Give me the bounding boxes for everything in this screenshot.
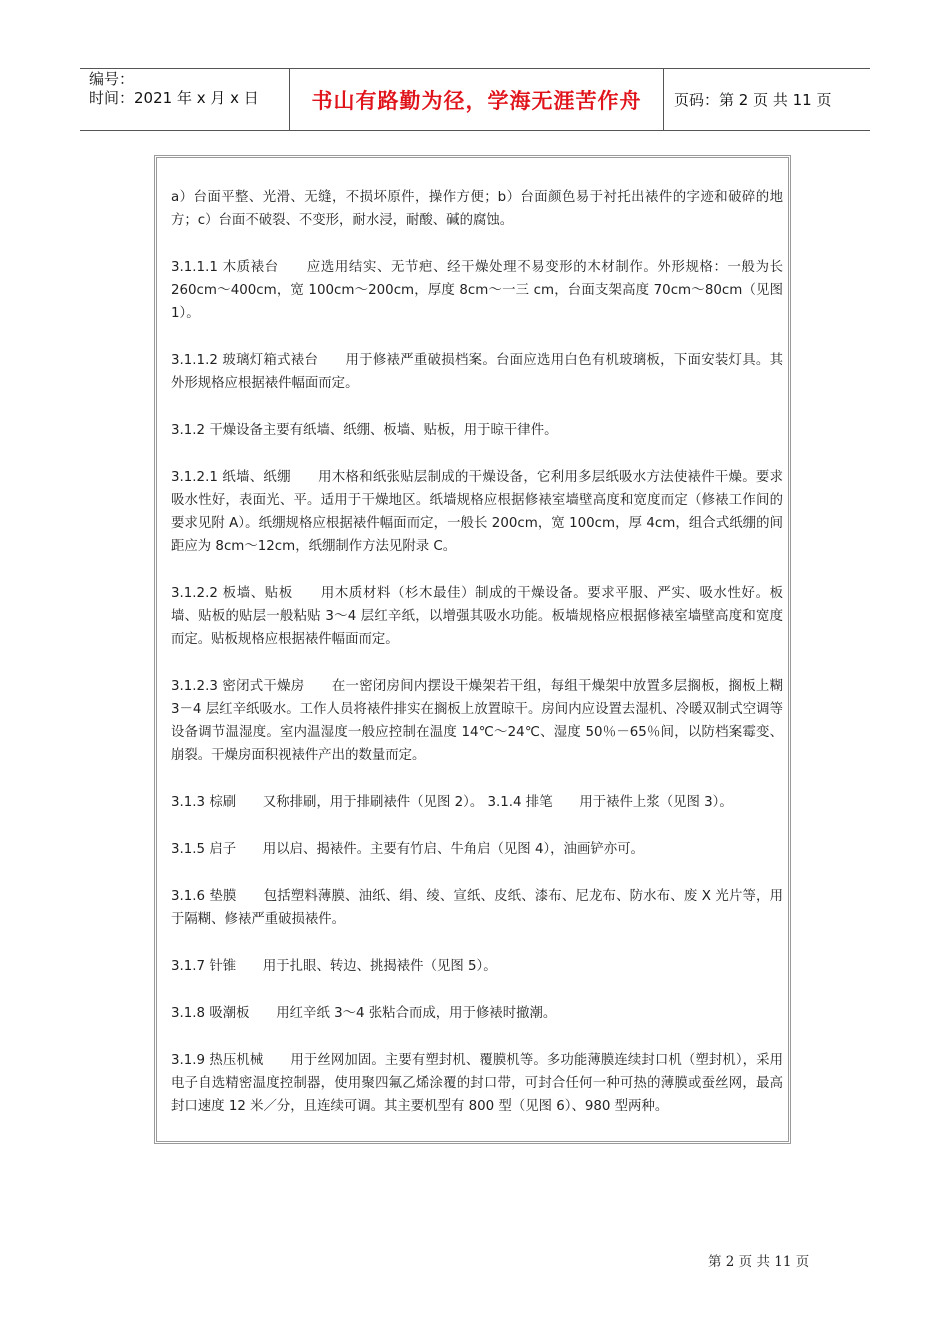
header-page-info: 页码：第 2 页 共 11 页 xyxy=(674,91,832,109)
paragraph-3-1-8: 3.1.8 吸潮板 用红辛纸 3～4 张粘合而成，用于修裱时撤潮。 xyxy=(171,1006,557,1021)
paragraph-3-1-5: 3.1.5 启子 用以启、揭裱件。主要有竹启、牛角启（见图 4），油画铲亦可。 xyxy=(171,842,644,857)
page-header xyxy=(80,68,870,131)
paragraph-3-1-3-and-3-1-4: 3.1.3 棕刷 又称排刷，用于排刷裱件（见图 2）。 3.1.4 排笔 用于裱件上浆（见图 3）。 xyxy=(171,795,733,810)
paragraph-3-1-2: 3.1.2 干燥设备主要有纸墙、纸绷、板墙、贴板，用于晾干律件。 xyxy=(171,423,558,438)
header-meta xyxy=(80,69,290,130)
paragraph-3-1-2-3: 3.1.2.3 密闭式干燥房 在一密闭房间内摆设干燥架若干组，每组干燥架中放置多层搁板，搁板上糊 3－4 层红辛纸吸水。工作人员将裱件排实在搁板上放置晾干。房间内应设置去湿机、冷暖双制式空调等设备调节温湿度。室内温湿度一般应控制在温度 14℃～24℃、湿度 50％－65％间，以防档案霉变、崩裂。干燥房面积视裱件产出的数量而定。 xyxy=(171,679,783,763)
paragraph-3-1-2-1: 3.1.2.1 纸墙、纸绷 用木格和纸张贴层制成的干燥设备，它利用多层纸吸水方法使裱件干燥。要求吸水性好，表面光、平。适用于干燥地区。纸墙规格应根据修裱室墙壁高度和宽度而定（修裱工作间的要求见附 A）。纸绷规格应根据裱件幅面而定，一般长 200cm，宽 100cm，厚 4cm，组合式纸绷的间距应为 8cm～12cm，纸绷制作方法见附录 C。 xyxy=(171,470,783,554)
page-footer: 第 2 页 共 11 页 xyxy=(708,1254,810,1270)
paragraph-3-1-1-1: 3.1.1.1 木质裱台 应选用结实、无节疤、经干燥处理不易变形的木材制作。外形规格：一般为长 260cm～400cm，宽 100cm～200cm，厚度 8cm～一三 cm，台面支架高度 70cm～80cm（见图 1）。 xyxy=(171,260,783,321)
paragraph-3-1-1-2: 3.1.1.2 玻璃灯箱式裱台 用于修裱严重破损档案。台面应选用白色有机玻璃板，下面安装灯具。其外形规格应根据裱件幅面而定。 xyxy=(171,353,783,391)
paragraph-3-1-6: 3.1.6 垫膜 包括塑料薄膜、油纸、绢、绫、宣纸、皮纸、漆布、尼龙布、防水布、废 X 光片等，用于隔糊、修裱严重破损裱件。 xyxy=(171,889,783,927)
number-label: 编号： xyxy=(89,70,135,88)
document-body xyxy=(171,186,783,1118)
paragraph-requirements: a）台面平整、光滑、无缝，不损坏原件，操作方便；b）台面颜色易于衬托出裱件的字迹和破碎的地方；c）台面不破裂、不变形，耐水浸，耐酸、碱的腐蚀。 xyxy=(171,190,783,228)
paragraph-3-1-7: 3.1.7 针锥 用于扎眼、转边、挑揭裱件（见图 5）。 xyxy=(171,959,497,974)
paragraph-3-1-2-2: 3.1.2.2 板墙、贴板 用木质材料（杉木最佳）制成的干燥设备。要求平服、严实、吸水性好。板墙、贴板的贴层一般粘贴 3～4 层红辛纸，以增强其吸水功能。板墙规格应根据修裱室墙壁高度和宽度而定。贴板规格应根据裱件幅面而定。 xyxy=(171,586,783,647)
header-motto: 书山有路勤为径，学海无涯苦作舟 xyxy=(290,69,664,130)
paragraph-3-1-9: 3.1.9 热压机械 用于丝网加固。主要有塑封机、覆膜机等。多功能薄膜连续封口机（塑封机），采用电子自选精密温度控制器，使用聚四氟乙烯涂覆的封口带，可封合任何一种可热的薄膜或蚕丝网，最高封口速度 12 米／分，且连续可调。其主要机型有 800 型（见图 6）、980 型两种。 xyxy=(171,1053,783,1114)
time-label: 时间：2021 年 x 月 x 日 xyxy=(89,89,259,107)
